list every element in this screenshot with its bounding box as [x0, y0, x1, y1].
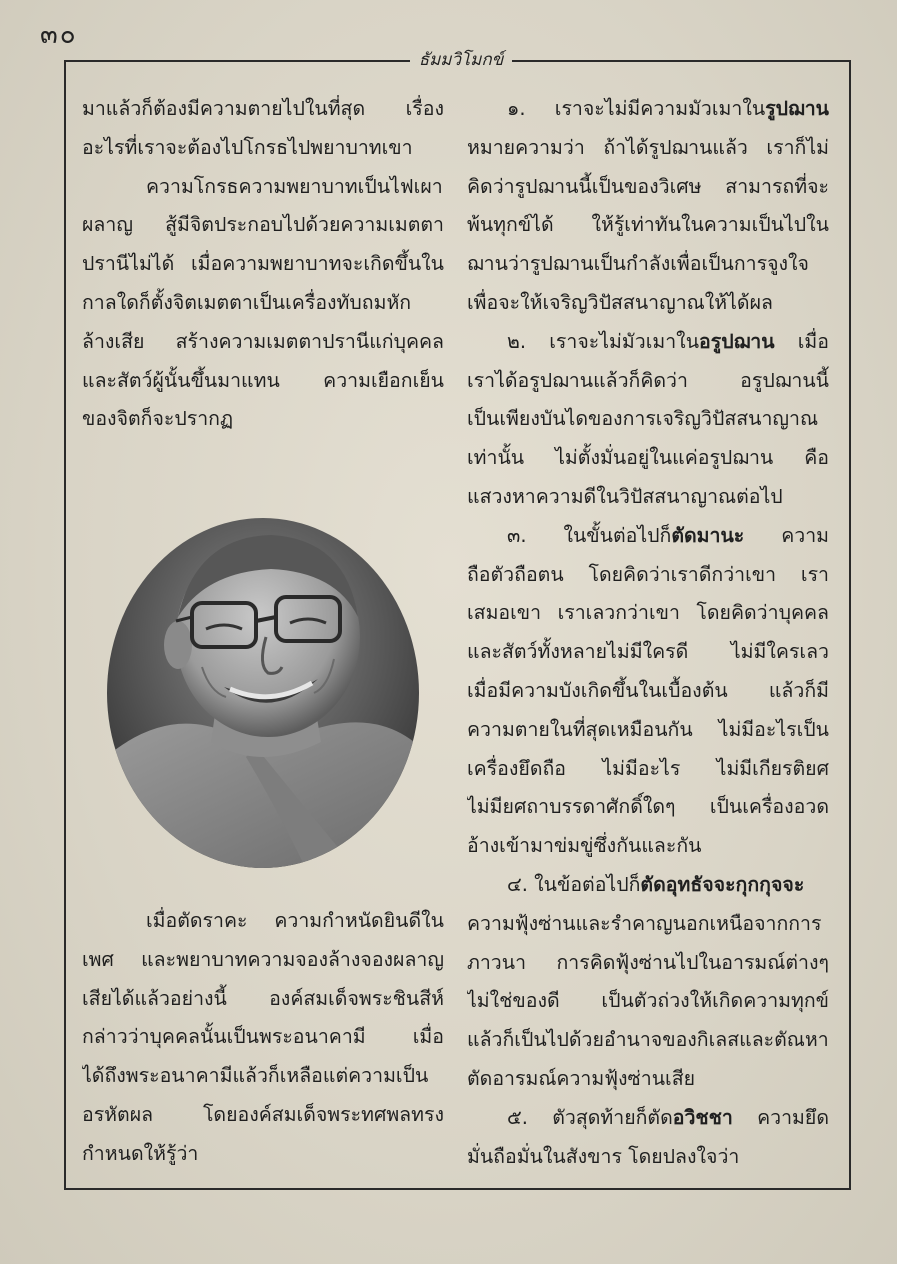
text-line: หมายความว่า ถ้าได้รูปฌานแล้ว เราก็ไม่	[467, 135, 829, 159]
running-header: ธัมมวิโมกข์	[418, 50, 504, 70]
item-3-heading: ๓. ในขั้นต่อไปก็ตัดมานะ ความ	[507, 523, 829, 547]
text-line: เสียได้แล้วอย่างนี้ องค์สมเด็จพระชินสีห์	[82, 986, 444, 1010]
text-line: กาลใดก็ตั้งจิตเมตตาเป็นเครื่องทับถมหัก	[82, 290, 412, 314]
text-line: เมื่อตัดราคะ ความกำหนัดยินดีใน	[146, 909, 444, 932]
text-line: ฌานว่ารูปฌานเป็นกำลังเพื่อเป็นการจูงใจ	[467, 252, 809, 276]
text-line: แสวงหาความดีในวิปัสสนาญาณต่อไป	[467, 484, 783, 508]
text-line: มั่นถือมั่นในสังขาร โดยปลงใจว่า	[467, 1144, 740, 1168]
text-line: แล้วก็เป็นไปด้วยอำนาจของกิเลสและตัณหา	[467, 1028, 829, 1052]
text-line: ความฟุ้งซ่านและรำคาญนอกเหนือจากการ	[467, 911, 822, 935]
right-column	[467, 90, 829, 1176]
text-line: เครื่องยึดถือ ไม่มีอะไร ไม่มีเกียรติยศ	[467, 756, 829, 780]
text-line: ล้างเสีย สร้างความเมตตาปรานีแก่บุคคล	[82, 329, 444, 353]
text-line: ไม่มียศถาบรรดาศักดิ์ใดๆ เป็นเครื่องอวด	[467, 795, 829, 819]
frame-rule-left	[64, 60, 410, 62]
text-line: ผลาญ สู้มีจิตประกอบไปด้วยความเมตตา	[82, 213, 444, 237]
text-line: เป็นเพียงบันไดของการเจริญวิปัสสนาญาณ	[467, 407, 819, 431]
text-line: พ้นทุกข์ได้ ให้รู้เท่าทันในความเป็นไปใน	[467, 213, 829, 237]
text-line: เพศ และพยาบาทความจองล้างจองผลาญ	[82, 947, 444, 971]
text-line: และสัตว์ทั้งหลายไม่มีใครดี ไม่มีใครเลว	[467, 640, 829, 664]
text-line: ไม่ใช่ของดี เป็นตัวถ่วงให้เกิดความทุกข์	[467, 989, 829, 1013]
text-line: กำหนดให้รู้ว่า	[82, 1141, 199, 1165]
text-line: อรหัตผล โดยองค์สมเด็จพระทศพลทรง	[82, 1102, 444, 1126]
text-line: อ้างเข้ามาข่มขู่ซึ่งกันและกัน	[467, 834, 702, 858]
text-line: ของจิตก็จะปรากฏ	[82, 407, 234, 431]
left-column-top	[82, 90, 444, 439]
text-line: เมื่อมีความบังเกิดขึ้นในเบื้องต้น แล้วก็มี	[467, 678, 829, 702]
text-line: ความโกรธความพยาบาทเป็นไฟเผา	[146, 174, 443, 198]
text-line: ภาวนา การคิดฟุ้งซ่านไปในอารมณ์ต่างๆ	[467, 950, 829, 974]
text-line: เพื่อจะให้เจริญวิปัสสนาญาณให้ได้ผล	[467, 290, 773, 314]
text-line: ตัดอารมณ์ความฟุ้งซ่านเสีย	[467, 1066, 696, 1090]
text-line: กล่าวว่าบุคคลนั้นเป็นพระอนาคามี เมื่อ	[82, 1025, 444, 1049]
text-line: เราได้อรูปฌานแล้วก็คิดว่า อรูปฌานนี้	[467, 368, 829, 392]
text-line: คิดว่ารูปฌานนี้เป็นของวิเศษ สามารถที่จะ	[467, 174, 829, 198]
item-1-heading: ๑. เราจะไม่มีความมัวเมาในรูปฌาน	[507, 97, 829, 120]
item-5-heading: ๕. ตัวสุดท้ายก็ตัดอวิชชา ความยึด	[507, 1105, 829, 1129]
text-line: เสมอเขา เราเลวกว่าเขา โดยคิดว่าบุคคล	[467, 601, 829, 625]
page-number: ๓๐	[40, 20, 78, 50]
text-line: ปรานีไม่ได้ เมื่อความพยาบาทจะเกิดขึ้นใน	[82, 252, 444, 276]
text-line: เท่านั้น ไม่ตั้งมั่นอยู่ในแค่อรูปฌาน คือ	[467, 446, 829, 470]
text-line: มาแล้วก็ต้องมีความตายไปในที่สุด เรื่อง	[82, 97, 444, 120]
text-line: อะไรที่เราจะต้องไปโกรธไปพยาบาทเขา	[82, 135, 413, 159]
monk-portrait-photo	[106, 517, 420, 869]
text-line: ความตายในที่สุดเหมือนกัน ไม่มีอะไรเป็น	[467, 717, 829, 741]
text-line: ถือตัวถือตน โดยคิดว่าเราดีกว่าเขา เรา	[467, 562, 829, 586]
text-line: ได้ถึงพระอนาคามีแล้วก็เหลือแต่ความเป็น	[82, 1064, 429, 1088]
item-4-heading: ๔. ในข้อต่อไปก็ตัดอุทธัจจะกุกกุจจะ	[507, 872, 805, 896]
frame-rule-right	[512, 60, 851, 62]
left-column-bottom	[82, 902, 444, 1174]
text-line: และสัตว์ผู้นั้นขึ้นมาแทน ความเยือกเย็น	[82, 368, 444, 392]
item-2-heading: ๒. เราจะไม่มัวเมาในอรูปฌาน เมื่อ	[507, 329, 829, 353]
